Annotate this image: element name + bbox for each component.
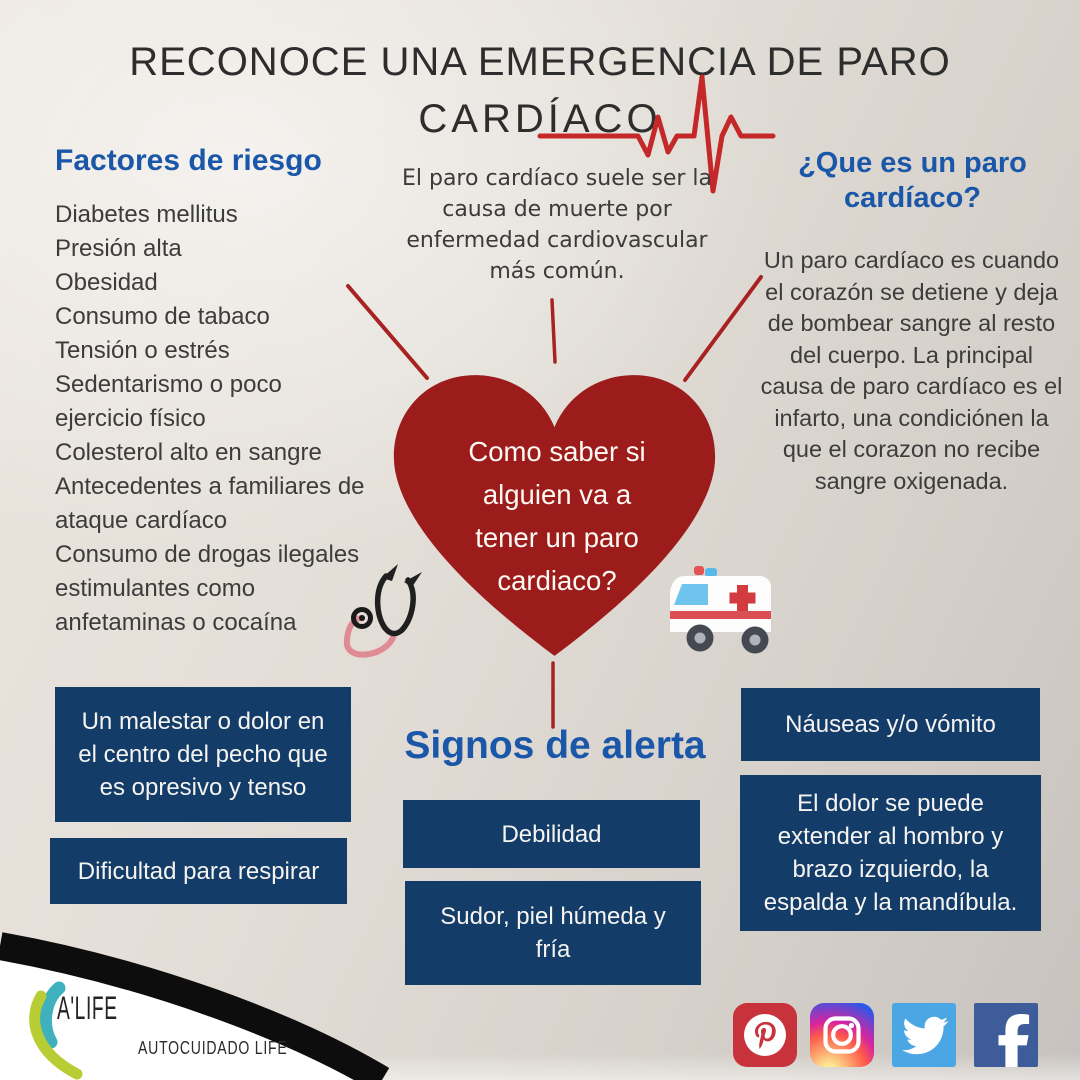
- risk-item: Colesterol alto en sangre: [55, 439, 322, 466]
- stethoscope-icon: [336, 550, 474, 678]
- heart-question-line: cardiaco?: [497, 565, 617, 596]
- what-is-paragraph: Un paro cardíaco es cuando el corazón se detiene y deja de bombear sangre al resto del cuerpo. La principal causa de paro cardíaco es el infarto, una condiciónen la que el corazon no recibe sangre oxigenada.: [760, 247, 1063, 494]
- brand-name: A'LIFE: [57, 990, 118, 1026]
- warning-box-nausea: Náuseas y/o vómito: [741, 688, 1040, 761]
- risk-item: Sedentarismo o poco ejercicio físico: [55, 371, 282, 432]
- risk-item: Antecedentes a familiares de ataque cardíaco: [55, 473, 365, 534]
- ambulance-icon: [658, 558, 793, 663]
- risk-factors-heading: Factores de riesgo: [55, 144, 322, 177]
- risk-item: Presión alta: [55, 235, 182, 262]
- risk-item: Tensión o estrés: [55, 337, 230, 364]
- warning-signs-heading: Signos de alerta: [404, 724, 706, 767]
- twitter-icon[interactable]: [892, 1003, 956, 1067]
- warning-box-chest-pain: Un malestar o dolor en el centro del pecho que es opresivo y tenso: [55, 687, 351, 822]
- instagram-icon[interactable]: [810, 1003, 874, 1067]
- heart-question-line: tener un paro: [475, 522, 639, 553]
- risk-item: Consumo de tabaco: [55, 303, 270, 330]
- risk-item: Obesidad: [55, 269, 158, 296]
- heart-question-line: alguien va a: [482, 479, 632, 510]
- warning-box-pain-spread: El dolor se puede extender al hombro y brazo izquierdo, la espalda y la mandíbula.: [740, 775, 1041, 931]
- facebook-icon[interactable]: [974, 1003, 1038, 1067]
- heart-question-line: Como saber si: [468, 436, 646, 467]
- what-is-heading: ¿Que es un paro cardíaco?: [798, 147, 1027, 215]
- risk-item: Diabetes mellitus: [55, 201, 238, 228]
- pinterest-icon[interactable]: [733, 1003, 797, 1067]
- warning-box-sweat: Sudor, piel húmeda y fría: [405, 881, 701, 985]
- intro-paragraph: El paro cardíaco suele ser la causa de muerte por enfermedad cardiovascular más común.: [401, 166, 713, 284]
- brand-tagline: AUTOCUIDADO LIFE: [138, 1038, 288, 1058]
- warning-box-breathing: Dificultad para respirar: [50, 838, 347, 904]
- risk-item: Consumo de drogas ilegales estimulantes como anfetaminas o cocaína: [55, 541, 360, 636]
- warning-box-weakness: Debilidad: [403, 800, 700, 868]
- page-title-line-2: CARDÍACO: [418, 97, 662, 141]
- page-title-line-1: RECONOCE UNA EMERGENCIA DE PARO: [129, 40, 951, 84]
